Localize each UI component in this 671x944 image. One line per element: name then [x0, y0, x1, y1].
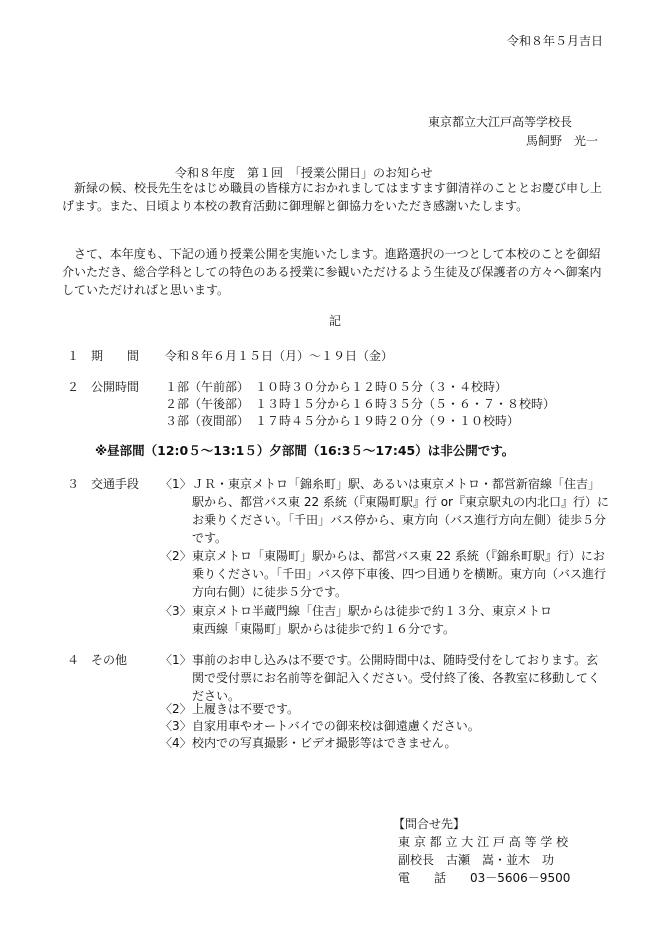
other-item-text: 校内での写真撮影・ビデオ撮影等はできません。: [192, 736, 457, 750]
section-period-value: 令和８年６月１５日（月）～１９日（金）: [165, 349, 394, 363]
transport-item-text: 東京メトロ半蔵門線「住吉」駅からは徒歩で約１３分、東京メトロ東西線「東陽町」駅からは徒歩で約１６分です。: [192, 604, 553, 636]
other-item-number: 〈1〉: [160, 653, 192, 667]
transport-item-number: 〈1〉: [160, 477, 192, 491]
body-paragraph: さて、本年度も、下記の通り授業公開を実施いたします。進路選択の一つとして本校のことを御紹介いただき、総合学科としての特色のある授業に参観いただけるよう生徒及び保護者の方々へ御案内していただければと思います。: [62, 247, 602, 297]
section-transport-label: ３ 交通手段: [67, 477, 140, 491]
transport-item-number: 〈3〉: [160, 604, 192, 618]
sender-org: 東京都立大江戸高等学校長: [428, 115, 573, 129]
other-item-number: 〈4〉: [160, 736, 192, 750]
transport-item-number: 〈2〉: [160, 549, 192, 563]
section-hours-label: ２ 公開時間: [67, 380, 140, 394]
transport-item-text: ＪＲ・東京メトロ「錦糸町」駅、あるいは東京メトロ・都営新宿線「住吉」駅から、都営バス東 22 系統（『東陽町駅』行 or『東京駅丸の内北口』行）にお乗りください。「千田」バス停から、東方向（バス進行方向左側）徒歩５分です。: [192, 477, 609, 545]
section-period-label: １ 期 間: [67, 349, 140, 363]
hours-row: ２部（午後部） １３時１５分から１６時３５分（５・６・７・８校時）: [165, 397, 556, 411]
contact-heading: 【問合せ先】: [393, 817, 466, 831]
document-date: 令和８年５月吉日: [506, 34, 603, 48]
hours-row: １部（午前部） １０時３０分から１２時０５分（３・４校時）: [165, 380, 508, 394]
hours-row: ３部（夜間部） １７時４５分から１９時２０分（９・１０校時）: [165, 414, 520, 428]
hours-notice: ※昼部間（12:0５～13:1５）夕部間（16:3５～17:45）は非公開です。: [95, 443, 515, 458]
other-item-text: 自家用車やオートバイでの御来校は御遠慮ください。: [192, 719, 480, 733]
contact-vice-principal: 副校長 古瀬 嵩・並木 功: [398, 853, 555, 867]
greeting-paragraph: 新緑の候、校長先生をはじめ職員の皆様方におかれましてはますます御清祥のこととお慶び申し上げます。また、日頃より本校の教育活動に御理解と御協力をいただき感謝いたします。: [62, 181, 603, 213]
other-item-text: 事前のお申し込みは不要です。公開時間中は、随時受付をしております。玄関で受付票にお名前等を御記入ください。受付終了後、各教室に移動してください。: [192, 653, 601, 703]
other-item-text: 上履きは不要です。: [192, 702, 300, 716]
document-title: 令和８年度 第１回 「授業公開日」のお知らせ: [175, 166, 433, 180]
other-item-number: 〈3〉: [160, 719, 192, 733]
transport-item-text: 東京メトロ「東陽町」駅からは、都営バス東 22 系統（『錦糸町駅』行）にお乗りください。「千田」バス停下車後、四つ目通りを横断。東方向（バス進行方向右側）に徒歩５分です。: [192, 549, 607, 599]
section-other-label: ４ その他: [67, 653, 128, 667]
contact-school: 東 京 都 立 大 江 戸 高 等 学 校: [398, 835, 569, 849]
other-item-number: 〈2〉: [160, 702, 192, 716]
contact-phone: 電 話 03－5606－9500: [398, 871, 571, 885]
sender-name: 馬飼野 光一: [526, 134, 599, 148]
ki-heading: 記: [329, 314, 342, 328]
